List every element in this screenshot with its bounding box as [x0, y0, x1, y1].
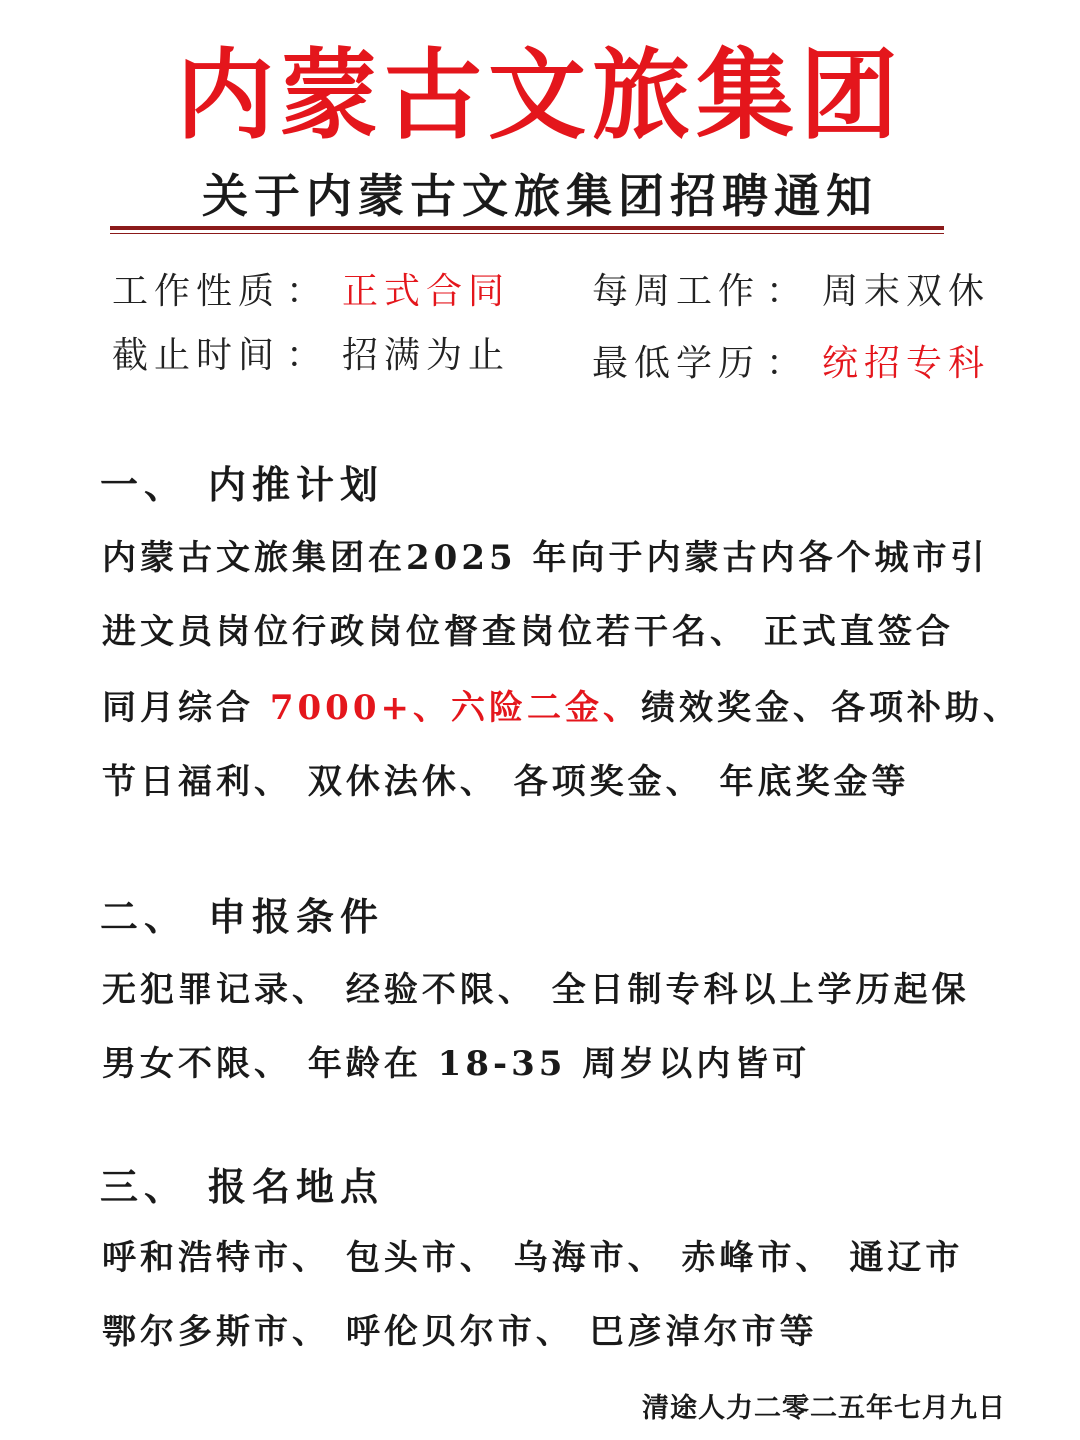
- section-title: 内推计划: [208, 462, 385, 507]
- info-job-nature: [112, 270, 510, 314]
- notice-subtitle: 关于内蒙古文旅集团招聘通知: [202, 169, 878, 223]
- section-title: 报名地点: [208, 1164, 385, 1209]
- footer-signature-date: 清途人力二零二五年七月九日: [642, 1393, 1006, 1424]
- info-separator: ：: [286, 271, 329, 312]
- line-text: 绩效奖金、各项补助、: [640, 688, 1021, 728]
- info-weekly-work: [592, 270, 990, 314]
- main-title: 内蒙古文旅集团: [175, 38, 904, 153]
- section2-line1: 无犯罪记录、 经验不限、 全日制专科以上学历起保: [102, 970, 970, 1010]
- section3-line1: 呼和浩特市、 包头市、 乌海市、 赤峰市、 通辽市: [102, 1238, 964, 1278]
- section1-line3: [102, 686, 1021, 730]
- info-value: 正式合同: [342, 271, 511, 312]
- section3-line2: 鄂尔多斯市、 呼伦贝尔市、 巴彦淖尔市等: [102, 1312, 818, 1352]
- info-separator: ：: [286, 335, 329, 376]
- section-number: 一、: [100, 462, 189, 507]
- title-underline-thin: [110, 233, 944, 234]
- info-label: 每周工作: [592, 271, 761, 312]
- section3-heading: [100, 1164, 384, 1210]
- info-value: 周末双休: [822, 271, 991, 312]
- section1-line4: 节日福利、 双休法休、 各项奖金、 年底奖金等: [102, 762, 910, 802]
- section1-heading: [100, 462, 384, 508]
- section1-line1: 内蒙古文旅集团在2025 年向于内蒙古内各个城市引: [102, 538, 989, 578]
- section-number: 三、: [100, 1164, 189, 1209]
- section1-line2: 进文员岗位行政岗位督查岗位若干名、 正式直签合: [102, 612, 954, 652]
- salary-benefits-highlight: 7000+、六险二金、: [269, 688, 641, 728]
- section2-heading: [100, 894, 384, 940]
- line-text: 同月综合: [102, 688, 270, 728]
- info-separator: ：: [766, 343, 809, 384]
- title-underline-thick: [110, 226, 944, 230]
- section-number: 二、: [100, 894, 189, 939]
- info-value: 招满为止: [342, 335, 511, 376]
- info-deadline: [112, 334, 510, 378]
- section2-line2: 男女不限、 年龄在 18-35 周岁以内皆可: [102, 1044, 811, 1084]
- info-separator: ：: [766, 271, 809, 312]
- info-min-education: [592, 342, 990, 386]
- info-value: 统招专科: [822, 343, 991, 384]
- info-label: 截止时间: [112, 335, 281, 376]
- section-title: 申报条件: [208, 894, 385, 939]
- info-label: 最低学历: [592, 343, 761, 384]
- info-label: 工作性质: [112, 271, 281, 312]
